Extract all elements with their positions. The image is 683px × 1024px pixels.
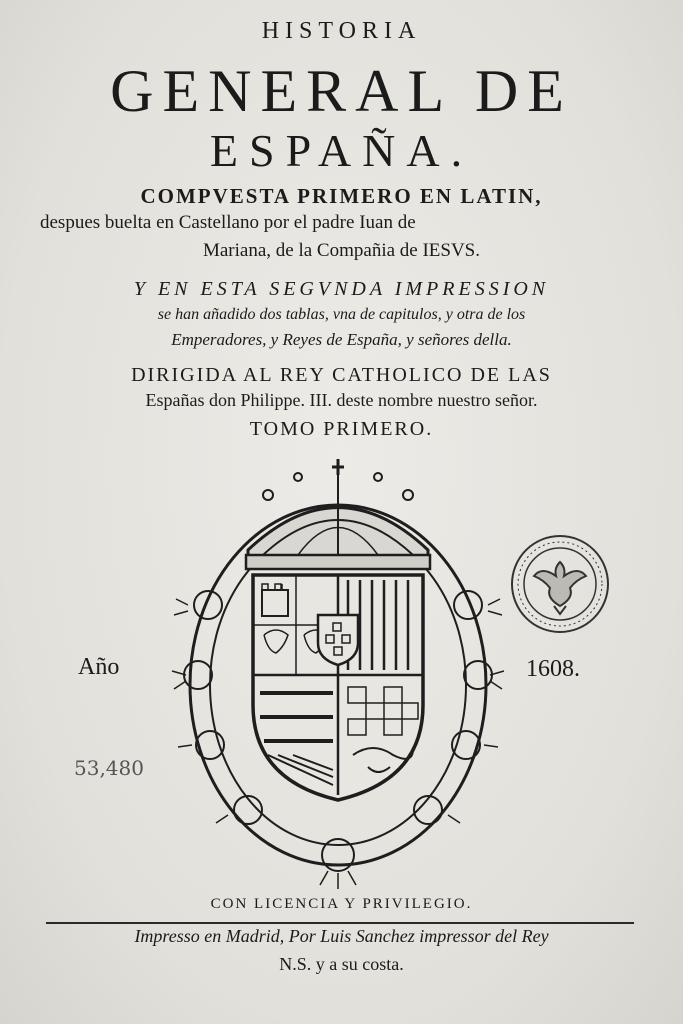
imprint-line-2: N.S. y a su costa. xyxy=(279,954,404,974)
imprint-line-1: Impresso en Madrid, Por Luis Sanchez impressor del Rey xyxy=(134,926,549,946)
royal-coat-of-arms-icon xyxy=(168,455,508,895)
dedication-line: DIRIGIDA AL REY CATHOLICO DE LAS xyxy=(131,364,552,386)
title-line-general-de: GENERAL DE xyxy=(110,58,573,124)
library-stamp-eagle-icon xyxy=(508,532,612,636)
edition-line: Y EN ESTA SEGVNDA IMPRESSION xyxy=(133,278,550,300)
catalog-number: 53,480 xyxy=(74,756,144,780)
edition-detail-2: Emperadores, y Reyes de España, y señores della. xyxy=(171,330,512,349)
title-line-historia: HISTORIA xyxy=(261,18,422,44)
edition-detail-1: se han añadido dos tablas, vna de capitulos, y otra de los xyxy=(157,306,526,323)
divider-rule xyxy=(46,922,634,924)
subtitle-despues: despues buelta en Castellano por el padre Iuan de xyxy=(40,212,416,233)
subtitle-mariana: Mariana, de la Compañia de IESVS. xyxy=(202,240,480,261)
dedication-detail: Españas don Philippe. III. deste nombre nuestro señor. xyxy=(145,390,538,410)
year-label: Año xyxy=(78,654,120,680)
title-line-espana: ESPAÑA. xyxy=(209,125,474,176)
license-line: CON LICENCIA Y PRIVILEGIO. xyxy=(210,896,473,912)
year-value: 1608. xyxy=(526,656,580,682)
subtitle-compuesta: COMPVESTA PRIMERO EN LATIN, xyxy=(140,184,543,208)
volume-label: TOMO PRIMERO. xyxy=(249,418,434,440)
